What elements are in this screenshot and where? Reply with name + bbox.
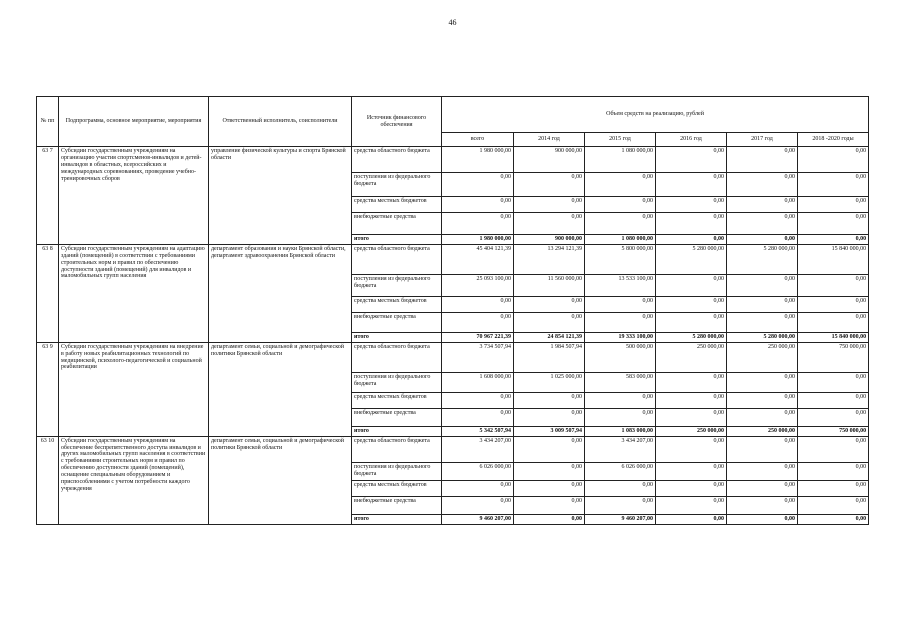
amount-cell: 0,00 — [442, 173, 514, 197]
amount-cell: 3 009 507,94 — [514, 426, 585, 436]
amount-cell: 250 000,00 — [656, 342, 727, 372]
amount-cell: 750 000,00 — [798, 342, 869, 372]
amount-cell: 0,00 — [727, 372, 798, 392]
header-year: 2016 год — [656, 133, 727, 147]
amount-cell: 3 434 207,00 — [442, 436, 514, 462]
amount-cell: 0,00 — [514, 496, 585, 514]
amount-cell: 0,00 — [585, 480, 656, 496]
amount-cell: 0,00 — [656, 496, 727, 514]
amount-cell: 5 280 000,00 — [656, 332, 727, 342]
header-year: 2018 -2020 годы — [798, 133, 869, 147]
amount-cell: 0,00 — [798, 408, 869, 426]
amount-cell: 0,00 — [656, 235, 727, 245]
amount-cell: 6 026 000,00 — [442, 462, 514, 480]
amount-cell: 5 342 507,94 — [442, 426, 514, 436]
amount-cell: 0,00 — [585, 312, 656, 332]
funding-source: итого — [352, 235, 442, 245]
header-source: Источник финансового обеспечения — [352, 97, 442, 147]
amount-cell: 0,00 — [514, 392, 585, 408]
table-row — [37, 436, 869, 462]
header-program: Подпрограмма, основное мероприятие, мероприятия — [59, 97, 209, 147]
funding-source: итого — [352, 514, 442, 524]
measure-description: Субсидии государственным учреждениям на обеспечение беспрепятственного доступа инвалидов и других маломобильных групп населения в соответствии с требованиями строительных норм и правил по обеспечению доступности зданий (помещений), оснащение специальным оборудованием и приспособлениями с учетом потребности каждого учреждения — [59, 436, 209, 524]
amount-cell: 0,00 — [442, 312, 514, 332]
amount-cell: 0,00 — [798, 372, 869, 392]
funding-source: поступления из федерального бюджета — [352, 274, 442, 296]
amount-cell: 0,00 — [727, 408, 798, 426]
amount-cell: 0,00 — [514, 436, 585, 462]
funding-source: средства областного бюджета — [352, 436, 442, 462]
funding-source: внебюджетные средства — [352, 408, 442, 426]
amount-cell: 6 026 000,00 — [585, 462, 656, 480]
amount-cell: 11 560 000,00 — [514, 274, 585, 296]
amount-cell: 1 080 000,00 — [585, 235, 656, 245]
funding-source: средства местных бюджетов — [352, 197, 442, 213]
amount-cell: 0,00 — [514, 514, 585, 524]
amount-cell: 0,00 — [514, 173, 585, 197]
amount-cell: 900 000,00 — [514, 147, 585, 173]
amount-cell: 9 460 207,00 — [442, 514, 514, 524]
amount-cell: 0,00 — [656, 392, 727, 408]
responsible-executor: управление физической культуры и спорта Брянской области — [209, 147, 352, 245]
amount-cell: 13 533 100,00 — [585, 274, 656, 296]
amount-cell: 0,00 — [798, 274, 869, 296]
header-executor: Ответственный исполнитель, соисполнители — [209, 97, 352, 147]
amount-cell: 0,00 — [514, 480, 585, 496]
amount-cell: 0,00 — [798, 213, 869, 235]
amount-cell: 0,00 — [585, 213, 656, 235]
amount-cell: 1 025 000,00 — [514, 372, 585, 392]
header-year: 2017 год — [727, 133, 798, 147]
amount-cell: 0,00 — [442, 296, 514, 312]
amount-cell: 0,00 — [656, 436, 727, 462]
page-number: 46 — [448, 18, 457, 27]
amount-cell: 1 984 507,94 — [514, 342, 585, 372]
amount-cell: 0,00 — [656, 173, 727, 197]
row-number: 63 9 — [37, 342, 59, 436]
amount-cell: 0,00 — [656, 514, 727, 524]
amount-cell: 0,00 — [798, 480, 869, 496]
responsible-executor: департамент семьи, социальной и демографической политики Брянской области — [209, 342, 352, 436]
amount-cell: 1 080 000,00 — [585, 147, 656, 173]
amount-cell: 1 083 000,00 — [585, 426, 656, 436]
amount-cell: 0,00 — [727, 296, 798, 312]
amount-cell: 0,00 — [585, 296, 656, 312]
amount-cell: 0,00 — [585, 197, 656, 213]
amount-cell: 0,00 — [727, 436, 798, 462]
amount-cell: 0,00 — [514, 408, 585, 426]
header-year: 2014 год — [514, 133, 585, 147]
amount-cell: 0,00 — [798, 235, 869, 245]
amount-cell: 500 000,00 — [585, 342, 656, 372]
amount-cell: 0,00 — [727, 312, 798, 332]
amount-cell: 0,00 — [727, 173, 798, 197]
amount-cell: 0,00 — [727, 274, 798, 296]
funding-source: средства областного бюджета — [352, 147, 442, 173]
funding-source: поступления из федерального бюджета — [352, 173, 442, 197]
amount-cell: 0,00 — [656, 480, 727, 496]
funding-source: средства областного бюджета — [352, 342, 442, 372]
funding-source: средства областного бюджета — [352, 244, 442, 274]
funding-source: итого — [352, 426, 442, 436]
amount-cell: 0,00 — [798, 197, 869, 213]
amount-cell: 250 000,00 — [727, 426, 798, 436]
funding-source: поступления из федерального бюджета — [352, 372, 442, 392]
amount-cell: 0,00 — [442, 496, 514, 514]
measure-description: Субсидии государственным учреждениям на адаптацию зданий (помещений) в соответствии с требованиями строительных норм и правил по обеспечению доступности зданий (помещений) для инвалидов и маломобильных групп населения — [59, 244, 209, 342]
funding-source: итого — [352, 332, 442, 342]
amount-cell: 0,00 — [442, 480, 514, 496]
amount-cell: 0,00 — [798, 147, 869, 173]
amount-cell: 0,00 — [442, 408, 514, 426]
amount-cell: 0,00 — [798, 496, 869, 514]
table-row — [37, 342, 869, 372]
measure-description: Субсидии государственным учреждениям на внедрение в работу новых реабилитационных технологий по медицинской, психолого-педагогической и социальной реабилитации — [59, 342, 209, 436]
amount-cell: 0,00 — [727, 213, 798, 235]
amount-cell: 0,00 — [727, 197, 798, 213]
row-number: 63 7 — [37, 147, 59, 245]
row-number: 63 10 — [37, 436, 59, 524]
amount-cell: 0,00 — [727, 462, 798, 480]
funding-source: средства местных бюджетов — [352, 392, 442, 408]
amount-cell: 0,00 — [585, 496, 656, 514]
table-row — [37, 244, 869, 274]
amount-cell: 0,00 — [514, 197, 585, 213]
amount-cell: 45 404 121,39 — [442, 244, 514, 274]
amount-cell: 0,00 — [514, 213, 585, 235]
amount-cell: 0,00 — [727, 480, 798, 496]
amount-cell: 0,00 — [727, 147, 798, 173]
amount-cell: 0,00 — [656, 147, 727, 173]
amount-cell: 0,00 — [656, 372, 727, 392]
amount-cell: 900 000,00 — [514, 235, 585, 245]
header-volume: Объем средств на реализацию, рублей — [442, 97, 869, 133]
amount-cell: 0,00 — [656, 197, 727, 213]
amount-cell: 5 280 000,00 — [656, 244, 727, 274]
amount-cell: 0,00 — [656, 296, 727, 312]
funding-source: внебюджетные средства — [352, 213, 442, 235]
amount-cell: 0,00 — [727, 235, 798, 245]
funding-source: средства местных бюджетов — [352, 480, 442, 496]
funding-source: внебюджетные средства — [352, 312, 442, 332]
amount-cell: 0,00 — [442, 392, 514, 408]
amount-cell: 0,00 — [514, 462, 585, 480]
header-year: 2015 год — [585, 133, 656, 147]
amount-cell: 0,00 — [798, 173, 869, 197]
table-body — [37, 147, 869, 525]
amount-cell: 0,00 — [656, 462, 727, 480]
header-num: № пп — [37, 97, 59, 147]
amount-cell: 9 460 207,00 — [585, 514, 656, 524]
amount-cell: 0,00 — [656, 408, 727, 426]
amount-cell: 0,00 — [656, 274, 727, 296]
amount-cell: 0,00 — [442, 197, 514, 213]
budget-table — [36, 96, 869, 525]
amount-cell: 0,00 — [798, 462, 869, 480]
responsible-executor: департамент образования и науки Брянской области, департамент здравоохранения Брянской области — [209, 244, 352, 342]
amount-cell: 13 294 121,39 — [514, 244, 585, 274]
amount-cell: 0,00 — [727, 514, 798, 524]
amount-cell: 1 608 000,00 — [442, 372, 514, 392]
amount-cell: 0,00 — [798, 392, 869, 408]
amount-cell: 1 980 000,00 — [442, 147, 514, 173]
amount-cell: 0,00 — [585, 408, 656, 426]
amount-cell: 5 280 000,00 — [727, 244, 798, 274]
amount-cell: 0,00 — [514, 296, 585, 312]
amount-cell: 0,00 — [727, 496, 798, 514]
amount-cell: 0,00 — [514, 312, 585, 332]
amount-cell: 0,00 — [798, 296, 869, 312]
measure-description: Субсидии государственным учреждениям на организацию участия спортсменов-инвалидов и детей-инвалидов в областных, всероссийских и международных соревнованиях, проведение учебно-тренировочных сборов — [59, 147, 209, 245]
amount-cell: 0,00 — [656, 312, 727, 332]
responsible-executor: департамент семьи, социальной и демографической политики Брянской области — [209, 436, 352, 524]
amount-cell: 15 840 000,00 — [798, 244, 869, 274]
amount-cell: 15 840 000,00 — [798, 332, 869, 342]
amount-cell: 250 000,00 — [656, 426, 727, 436]
table-row — [37, 147, 869, 173]
amount-cell: 3 434 207,00 — [585, 436, 656, 462]
amount-cell: 0,00 — [585, 173, 656, 197]
amount-cell: 0,00 — [585, 392, 656, 408]
amount-cell: 0,00 — [798, 312, 869, 332]
amount-cell: 0,00 — [798, 514, 869, 524]
amount-cell: 583 000,00 — [585, 372, 656, 392]
amount-cell: 0,00 — [798, 436, 869, 462]
amount-cell: 0,00 — [442, 213, 514, 235]
amount-cell: 24 854 121,39 — [514, 332, 585, 342]
amount-cell: 3 734 507,94 — [442, 342, 514, 372]
amount-cell: 19 333 100,00 — [585, 332, 656, 342]
header-year: всего — [442, 133, 514, 147]
funding-source: поступления из федерального бюджета — [352, 462, 442, 480]
amount-cell: 70 967 221,39 — [442, 332, 514, 342]
amount-cell: 1 980 000,00 — [442, 235, 514, 245]
amount-cell: 0,00 — [656, 213, 727, 235]
funding-source: средства местных бюджетов — [352, 296, 442, 312]
amount-cell: 0,00 — [727, 392, 798, 408]
amount-cell: 5 280 000,00 — [727, 332, 798, 342]
amount-cell: 5 800 000,00 — [585, 244, 656, 274]
amount-cell: 750 000,00 — [798, 426, 869, 436]
row-number: 63 8 — [37, 244, 59, 342]
funding-source: внебюджетные средства — [352, 496, 442, 514]
amount-cell: 25 093 100,00 — [442, 274, 514, 296]
amount-cell: 250 000,00 — [727, 342, 798, 372]
